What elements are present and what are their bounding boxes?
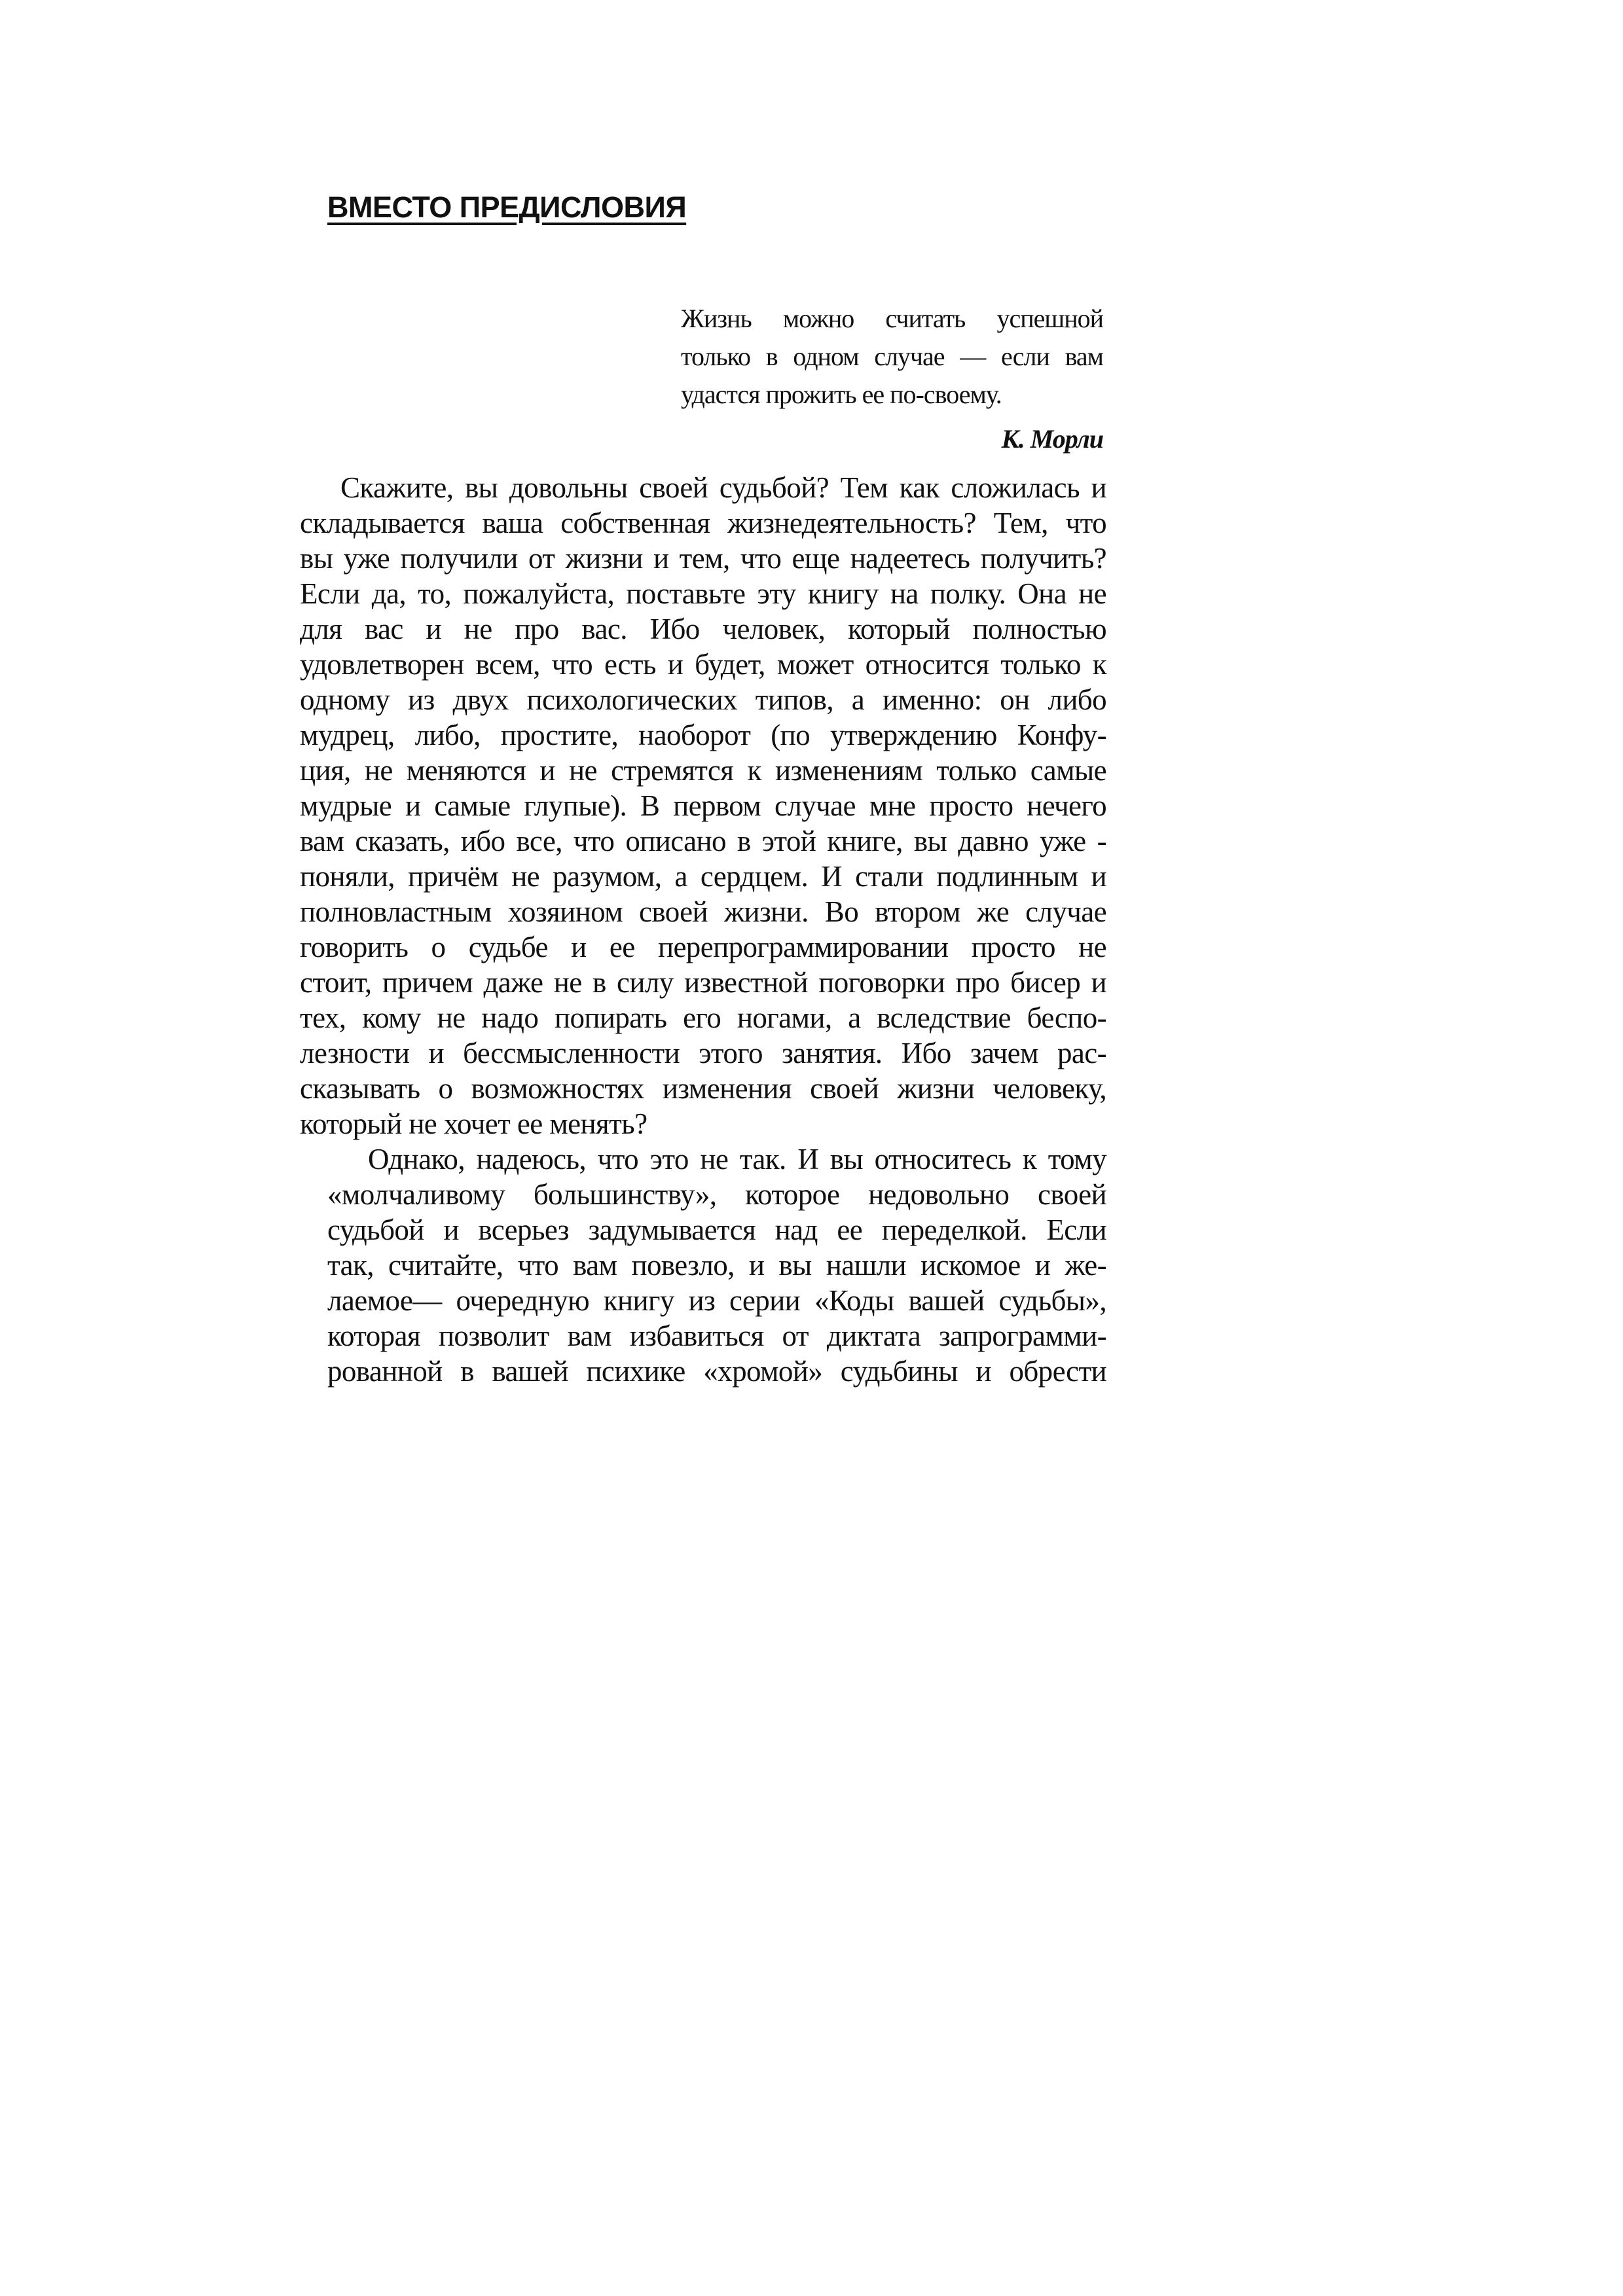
text-line: поняли, причём не разумом, а сердцем. И стали подлинным и <box>300 860 1106 893</box>
text-line: полновластным хозяином своей жизни. Во втором же случае <box>300 895 1106 928</box>
paragraph-2 <box>327 1141 1106 1389</box>
text-line: тех, кому не надо попирать его ногами, а вследствие беспо- <box>300 1001 1106 1034</box>
epigraph-author: К. Морли <box>1001 424 1103 454</box>
text-line: Однако, надеюсь, что это не так. И вы относитесь к тому <box>368 1143 1106 1175</box>
text-line: рованной в вашей психике «хромой» судьбины и обрести <box>327 1355 1106 1388</box>
text-line: говорить о судьбе и ее перепрограммировании просто не <box>300 931 1106 963</box>
text-line: которая позволит вам избавиться от диктата запрограмми- <box>327 1319 1106 1352</box>
epigraph-line: только в одном случае — если вам <box>681 342 1103 371</box>
text-line: Скажите, вы довольны своей судьбой? Тем как сложилась и <box>340 471 1106 504</box>
epigraph <box>681 300 1103 458</box>
text-line: Если да, то, пожалуйста, поставьте эту книгу на полку. Она не <box>300 577 1106 610</box>
text-line: удовлетворен всем, что есть и будет, может относится только к <box>300 648 1106 681</box>
text-line: судьбой и всерьез задумывается над ее переделкой. Если <box>327 1213 1106 1246</box>
epigraph-line: Жизнь можно считать успешной <box>681 304 1103 333</box>
text-line: вы уже получили от жизни и тем, что еще надеетесь получить? <box>300 542 1106 575</box>
text-line: «молчаливому большинству», которое недовольно своей <box>327 1178 1106 1211</box>
text-line: ция, не меняются и не стремятся к изменениям только самые <box>300 754 1106 787</box>
text-line: одному из двух психологических типов, а именно: он либо <box>300 683 1106 716</box>
text-line: вам сказать, ибо все, что описано в этой книге, вы давно уже - <box>300 825 1106 857</box>
text-line: стоит, причем даже не в силу известной поговорки про бисер и <box>300 966 1106 999</box>
text-line: мудрые и самые глупые). В первом случае мне просто нечего <box>300 789 1106 822</box>
epigraph-line: удастся прожить ее по-своему. <box>681 380 1002 409</box>
text-line: мудрец, либо, простите, наоборот (по утверждению Конфу- <box>300 719 1106 751</box>
text-line: сказывать о возможностях изменения своей жизни человеку, <box>300 1072 1106 1105</box>
text-line: который не хочет ее менять? <box>300 1107 647 1140</box>
paragraph-1 <box>300 470 1106 1141</box>
text-line: лезности и бессмысленности этого занятия. Ибо зачем рас- <box>300 1037 1106 1069</box>
body-text <box>300 470 1106 1389</box>
text-line: для вас и не про вас. Ибо человек, который полностью <box>300 613 1106 645</box>
text-line: так, считайте, что вам повезло, и вы нашли искомое и же- <box>327 1249 1106 1282</box>
text-line: лаемое— очередную книгу из серии «Коды вашей судьбы», <box>327 1284 1106 1317</box>
page-heading: ВМЕСТО ПРЕДИСЛОВИЯ <box>327 190 687 224</box>
text-line: складывается ваша собственная жизнедеятельность? Тем, что <box>300 507 1106 539</box>
